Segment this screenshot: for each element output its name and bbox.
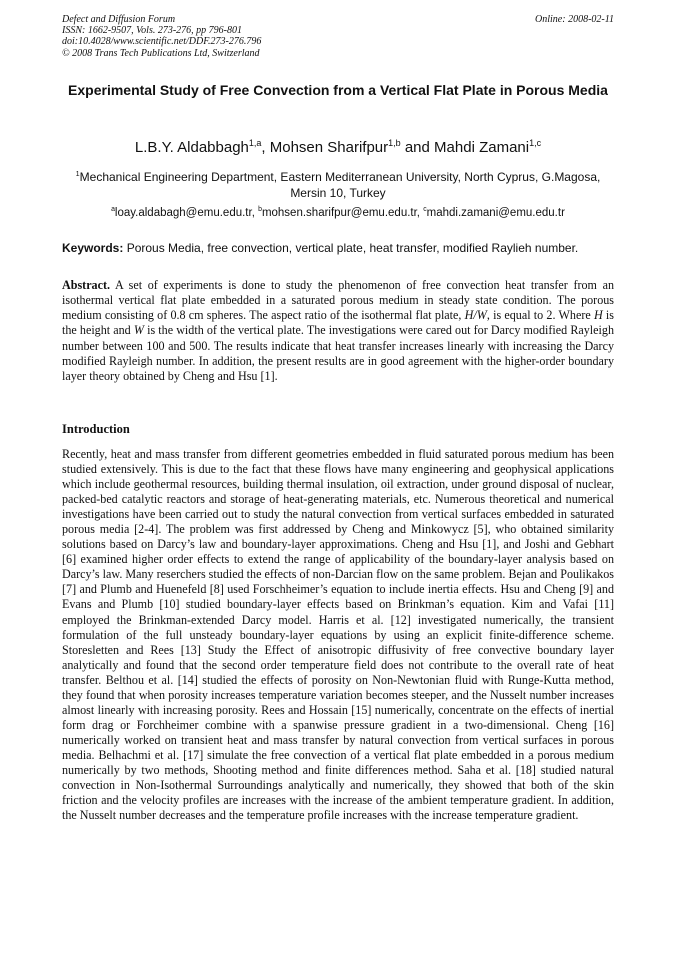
introduction-paragraph: Recently, heat and mass transfer from different geometries embedded in fluid saturated porous medium has been studied extensively. This is due to the fact that these flows have many engineering and geophysical applications which include geothermal resources, building thermal insulation, oil extraction, under ground disposal of nuclear, packed-bed catalytic reactors and storage of heat-generating materials, etc. Numerous theoretical and numerical investigations have been carried out to study the natural convection from vertical surfaces embedded in saturated porous media [2-4]. The problem was first addressed by Cheng and Minkowycz [5], who obtained similarity solutions based on Darcy’s law and boundary-layer approximations. Cheng and Hsu [1], and Joshi and Gebhart [6] examined higher order effects to extend the range of applicability of the boundary-layer analysis based on Darcy’s law. Many reserchers studied the effects of non-Darcian flow on the same problem. Bejan and Poulikakos [7] and Plumb and Huenefeld [8] used Forschheimer’s equation to include inertia effects. Hsu and Cheng [9] and Evans and Plumb [10] studied boundary-layer effects based on Brinkman’s equation. Kim and Vafai [11] employed the Brinkman-extended Darcy model. Harris et al. [12] investigated numerically, the transient formulation of the full unsteady boundary-layer equations by using an explicit finite-difference scheme. Storesletten and Rees [13] Study the Effect of anisotropic diffusivity of free convective boundary layer analytically and found that the second order temperature field does not contribute to the overall rate of heat transfer. Belthou et al. [14] studied the effects of porosity on Non-Newtonian fluid with Runge-Kutta method, they found that when porosity increases temperature variation becomes steeper, and the Nusselt number increases almost linearly with increasing porosity. Rees and Hossain [15] numerically, concentrate on the effects of inertial form drag or Forchheimer combine with a spanwise pressure gradient in a two-dimensional. Cheng [16] numerically worked on transient heat and mass transfer by natural convection from vertical surfaces in porous media. Belhachmi et al. [17] simulate the free convection of a vertical flat plate embedded in a porous medium numerically by two methods, Shooting method and finite differences method. Saha et al. [18] studied natural convection in Non-Isothermal Surroundings analytically and numerically, they showed that both of the skin friction and the velocity profiles are increases with the increase of the ambient temperature gradient. In addition, the Nusselt number decreases and the temperature profile increases with the increase temperature gradient. [62,447,614,823]
paper-title: Experimental Study of Free Convection from a Vertical Flat Plate in Porous Media [68,82,608,98]
section-heading: Introduction [62,422,130,436]
affiliation-marker: 1 [75,169,80,178]
issn-line: ISSN: 1662-9507, Vols. 273-276, pp 796-801 [62,25,242,37]
abstract-text: A set of experiments is done to study the phenomenon of free convection heat transfer from an isothermal vertical flat plate embedded in a saturated porous medium in steady state condition. The porous medium consisting of 0.8 cm spheres. The aspect ratio of the isothermal flat plate, [62,278,614,323]
author-separator: , [261,139,270,156]
abstract-text: , is equal to 2. Where [486,308,594,323]
email-address: mahdi.zamani@emu.edu.tr [426,207,565,219]
abstract-symbol: H [593,308,603,323]
keywords-label: Keywords: [62,241,124,255]
abstract-symbol: H/W [464,308,487,323]
journal-header [62,14,261,59]
affiliation [62,170,614,201]
abstract-symbol: W [133,323,144,338]
author-list [62,138,614,157]
author-superscript: 1,b [388,138,401,148]
email-address: loay.aldabagh@emu.edu.tr, [114,207,259,219]
doi-line: doi:10.4028/www.scientific.net/DDF.273-276.796 [62,36,262,48]
email-address: mohsen.sharifpur@emu.edu.tr, [261,207,424,219]
email-marker: a [111,206,115,214]
email-line [62,206,614,220]
keywords-text: Porous Media, free convection, vertical plate, heat transfer, modified Raylieh number. [123,241,579,255]
copyright-line: © 2008 Trans Tech Publications Ltd, Switzerland [62,47,260,59]
author-separator: and [400,139,435,156]
author-name: Mohsen Sharifpur [269,139,389,156]
author-name: Mahdi Zamani [434,139,530,156]
keywords [62,241,614,255]
abstract-text: is the height and [62,308,614,338]
affiliation-text: Mechanical Engineering Department, Eastern Mediterranean University, North Cyprus, G.Magosa, Mersin 10, Turkey [79,170,601,200]
abstract-text: is the width of the vertical plate. The investigations were cared out for Darcy modified Rayleigh number between 100 and 500. The results indicate that heat transfer increases linearly with increasing the Darcy modified Rayleigh number. In addition, the present results are in good agreement with the higher-order boundary layer theory obtained by Cheng and Hsu [1]. [62,323,614,383]
author-superscript: 1,c [529,138,542,148]
abstract [62,278,614,384]
email-marker: b [258,206,262,214]
author-name: L.B.Y. Aldabbagh [134,139,249,156]
email-marker: c [423,206,427,214]
abstract-label: Abstract. [62,278,111,292]
author-superscript: 1,a [248,138,262,148]
journal-name: Defect and Diffusion Forum [62,14,176,25]
online-date: Online: 2008-02-11 [535,14,614,25]
